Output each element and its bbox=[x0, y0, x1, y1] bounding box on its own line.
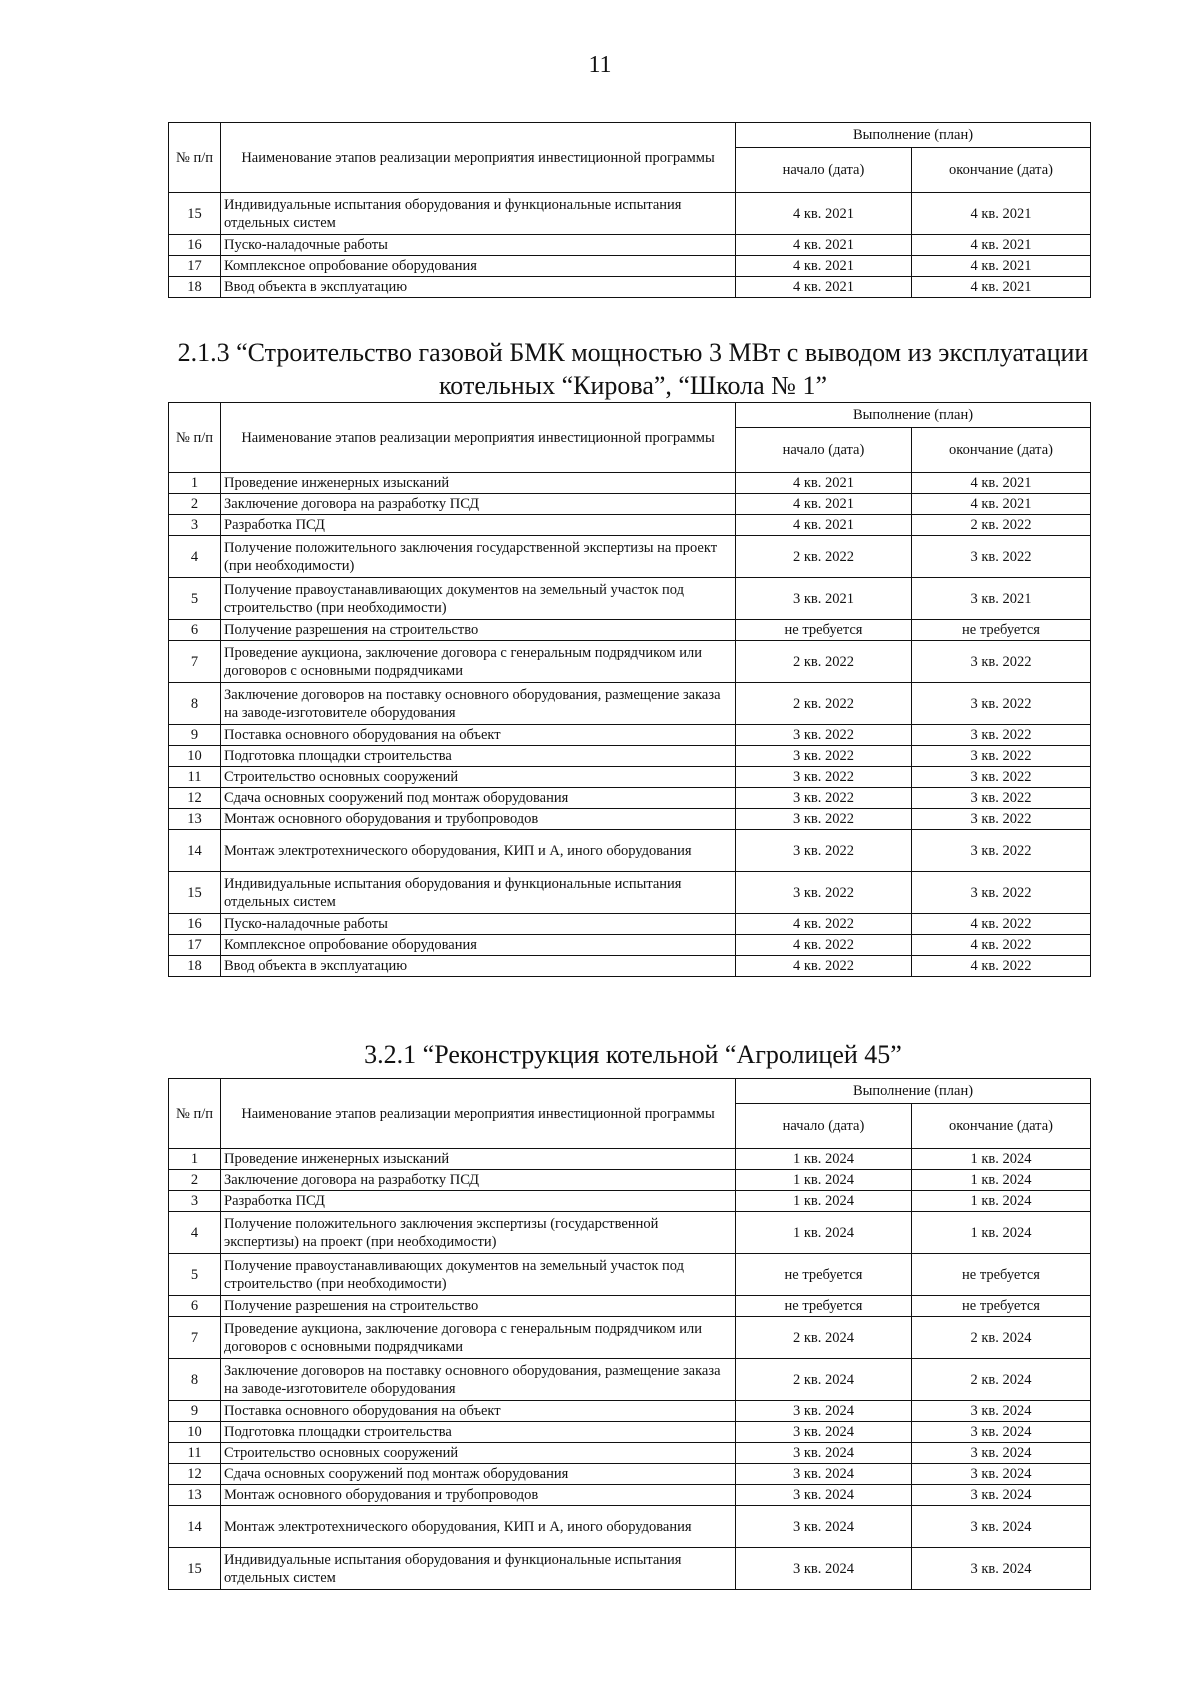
start-date: 1 кв. 2024 bbox=[736, 1170, 912, 1191]
start-date: 4 кв. 2021 bbox=[736, 235, 912, 256]
table-row bbox=[169, 1254, 1091, 1296]
end-date: 1 кв. 2024 bbox=[912, 1212, 1091, 1254]
table-row bbox=[169, 1485, 1091, 1506]
header-start-date: начало (дата) bbox=[736, 1104, 912, 1149]
header-execution-plan: Выполнение (план) bbox=[736, 403, 1091, 428]
row-number: 6 bbox=[169, 620, 221, 641]
row-number: 4 bbox=[169, 536, 221, 578]
row-number: 16 bbox=[169, 235, 221, 256]
end-date: не требуется bbox=[912, 1296, 1091, 1317]
schedule-table-continued bbox=[168, 122, 1091, 298]
row-number: 2 bbox=[169, 1170, 221, 1191]
start-date: 3 кв. 2021 bbox=[736, 578, 912, 620]
row-number: 3 bbox=[169, 515, 221, 536]
end-date: 4 кв. 2021 bbox=[912, 256, 1091, 277]
stage-name: Монтаж электротехнического оборудования, КИП и А, иного оборудования bbox=[221, 1506, 736, 1548]
start-date: 3 кв. 2022 bbox=[736, 872, 912, 914]
start-date: 1 кв. 2024 bbox=[736, 1212, 912, 1254]
stage-name: Сдача основных сооружений под монтаж оборудования bbox=[221, 788, 736, 809]
stage-name: Сдача основных сооружений под монтаж оборудования bbox=[221, 1464, 736, 1485]
header-start-date: начало (дата) bbox=[736, 148, 912, 193]
stage-name: Разработка ПСД bbox=[221, 515, 736, 536]
page-number: 11 bbox=[588, 52, 612, 78]
end-date: 4 кв. 2021 bbox=[912, 235, 1091, 256]
row-number: 2 bbox=[169, 494, 221, 515]
stage-name: Пуско-наладочные работы bbox=[221, 914, 736, 935]
start-date: 3 кв. 2022 bbox=[736, 830, 912, 872]
table-row bbox=[169, 536, 1091, 578]
stage-name: Монтаж основного оборудования и трубопроводов bbox=[221, 809, 736, 830]
end-date: 4 кв. 2021 bbox=[912, 277, 1091, 298]
row-number: 1 bbox=[169, 1149, 221, 1170]
stage-name: Проведение инженерных изысканий bbox=[221, 1149, 736, 1170]
row-number: 12 bbox=[169, 1464, 221, 1485]
start-date: 3 кв. 2024 bbox=[736, 1485, 912, 1506]
header-number: № п/п bbox=[169, 403, 221, 473]
end-date: 2 кв. 2024 bbox=[912, 1317, 1091, 1359]
row-number: 13 bbox=[169, 809, 221, 830]
start-date: 3 кв. 2024 bbox=[736, 1464, 912, 1485]
stage-name: Ввод объекта в эксплуатацию bbox=[221, 956, 736, 977]
header-stage-name: Наименование этапов реализации мероприятия инвестиционной программы bbox=[221, 1079, 736, 1149]
stage-name: Разработка ПСД bbox=[221, 1191, 736, 1212]
end-date: 4 кв. 2022 bbox=[912, 914, 1091, 935]
table-row bbox=[169, 935, 1091, 956]
table-row bbox=[169, 494, 1091, 515]
stage-name: Заключение договоров на поставку основного оборудования, размещение заказа на заводе-изготовителе оборудования bbox=[221, 683, 736, 725]
row-number: 9 bbox=[169, 1401, 221, 1422]
end-date: 3 кв. 2024 bbox=[912, 1422, 1091, 1443]
stage-name: Заключение договора на разработку ПСД bbox=[221, 1170, 736, 1191]
start-date: 3 кв. 2024 bbox=[736, 1422, 912, 1443]
start-date: 2 кв. 2022 bbox=[736, 683, 912, 725]
header-execution-plan: Выполнение (план) bbox=[736, 1079, 1091, 1104]
section-title-3-2-1: 3.2.1 “Реконструкция котельной “Агролицей 45” bbox=[364, 1040, 902, 1069]
table-row bbox=[169, 578, 1091, 620]
row-number: 14 bbox=[169, 830, 221, 872]
stage-name: Монтаж электротехнического оборудования, КИП и А, иного оборудования bbox=[221, 830, 736, 872]
end-date: 3 кв. 2022 bbox=[912, 788, 1091, 809]
end-date: не требуется bbox=[912, 1254, 1091, 1296]
schedule-table-2-1-3 bbox=[168, 402, 1091, 977]
header-end-date: окончание (дата) bbox=[912, 428, 1091, 473]
row-number: 3 bbox=[169, 1191, 221, 1212]
start-date: 2 кв. 2022 bbox=[736, 641, 912, 683]
stage-name: Получение положительного заключения экспертизы (государственной экспертизы) на проект (при необходимости) bbox=[221, 1212, 736, 1254]
row-number: 8 bbox=[169, 1359, 221, 1401]
schedule-table-3-2-1 bbox=[168, 1078, 1091, 1590]
row-number: 11 bbox=[169, 767, 221, 788]
stage-name: Получение положительного заключения государственной экспертизы на проект (при необходимости) bbox=[221, 536, 736, 578]
start-date: 3 кв. 2024 bbox=[736, 1443, 912, 1464]
table-row bbox=[169, 193, 1091, 235]
table-row bbox=[169, 1464, 1091, 1485]
start-date: 4 кв. 2021 bbox=[736, 515, 912, 536]
table-row bbox=[169, 914, 1091, 935]
header-execution-plan: Выполнение (план) bbox=[736, 123, 1091, 148]
section-title-line-1: 2.1.3 “Строительство газовой БМК мощностью 3 МВт с выводом из эксплуатации bbox=[177, 338, 1089, 367]
stage-name: Поставка основного оборудования на объект bbox=[221, 725, 736, 746]
start-date: 4 кв. 2022 bbox=[736, 914, 912, 935]
row-number: 13 bbox=[169, 1485, 221, 1506]
header-stage-name: Наименование этапов реализации мероприятия инвестиционной программы bbox=[221, 403, 736, 473]
table-row bbox=[169, 830, 1091, 872]
start-date: 3 кв. 2022 bbox=[736, 767, 912, 788]
table-row bbox=[169, 1149, 1091, 1170]
start-date: 4 кв. 2021 bbox=[736, 193, 912, 235]
end-date: 3 кв. 2024 bbox=[912, 1506, 1091, 1548]
start-date: 2 кв. 2024 bbox=[736, 1317, 912, 1359]
end-date: 3 кв. 2024 bbox=[912, 1464, 1091, 1485]
row-number: 5 bbox=[169, 1254, 221, 1296]
stage-name: Получение правоустанавливающих документов на земельный участок под строительство (при необходимости) bbox=[221, 578, 736, 620]
end-date: 3 кв. 2022 bbox=[912, 641, 1091, 683]
end-date: 3 кв. 2021 bbox=[912, 578, 1091, 620]
end-date: 3 кв. 2024 bbox=[912, 1401, 1091, 1422]
end-date: 3 кв. 2024 bbox=[912, 1485, 1091, 1506]
row-number: 7 bbox=[169, 1317, 221, 1359]
row-number: 15 bbox=[169, 193, 221, 235]
table-row bbox=[169, 473, 1091, 494]
row-number: 10 bbox=[169, 746, 221, 767]
table-row bbox=[169, 277, 1091, 298]
end-date: не требуется bbox=[912, 620, 1091, 641]
end-date: 3 кв. 2022 bbox=[912, 830, 1091, 872]
table-row bbox=[169, 1191, 1091, 1212]
section-title-line-2: котельных “Кирова”, “Школа № 1” bbox=[439, 371, 827, 400]
stage-name: Проведение аукциона, заключение договора с генеральным подрядчиком или договоров с основными подрядчиками bbox=[221, 1317, 736, 1359]
end-date: 1 кв. 2024 bbox=[912, 1191, 1091, 1212]
table-row bbox=[169, 1212, 1091, 1254]
row-number: 8 bbox=[169, 683, 221, 725]
table-row bbox=[169, 767, 1091, 788]
end-date: 4 кв. 2022 bbox=[912, 935, 1091, 956]
end-date: 4 кв. 2021 bbox=[912, 473, 1091, 494]
table-row bbox=[169, 746, 1091, 767]
row-number: 1 bbox=[169, 473, 221, 494]
stage-name: Проведение инженерных изысканий bbox=[221, 473, 736, 494]
row-number: 15 bbox=[169, 872, 221, 914]
stage-name: Поставка основного оборудования на объект bbox=[221, 1401, 736, 1422]
end-date: 4 кв. 2021 bbox=[912, 494, 1091, 515]
row-number: 11 bbox=[169, 1443, 221, 1464]
stage-name: Монтаж основного оборудования и трубопроводов bbox=[221, 1485, 736, 1506]
start-date: 4 кв. 2021 bbox=[736, 256, 912, 277]
stage-name: Проведение аукциона, заключение договора с генеральным подрядчиком или договоров с основными подрядчиками bbox=[221, 641, 736, 683]
start-date: 1 кв. 2024 bbox=[736, 1191, 912, 1212]
table-row bbox=[169, 1401, 1091, 1422]
row-number: 17 bbox=[169, 256, 221, 277]
end-date: 2 кв. 2024 bbox=[912, 1359, 1091, 1401]
row-number: 5 bbox=[169, 578, 221, 620]
end-date: 2 кв. 2022 bbox=[912, 515, 1091, 536]
table-row bbox=[169, 1422, 1091, 1443]
end-date: 4 кв. 2021 bbox=[912, 193, 1091, 235]
end-date: 3 кв. 2022 bbox=[912, 725, 1091, 746]
start-date: 4 кв. 2022 bbox=[736, 956, 912, 977]
start-date: 1 кв. 2024 bbox=[736, 1149, 912, 1170]
start-date: 3 кв. 2024 bbox=[736, 1548, 912, 1590]
stage-name: Заключение договоров на поставку основного оборудования, размещение заказа на заводе-изготовителе оборудования bbox=[221, 1359, 736, 1401]
stage-name: Индивидуальные испытания оборудования и функциональные испытания отдельных систем bbox=[221, 872, 736, 914]
stage-name: Комплексное опробование оборудования bbox=[221, 935, 736, 956]
start-date: 3 кв. 2022 bbox=[736, 725, 912, 746]
header-number: № п/п bbox=[169, 123, 221, 193]
table-row bbox=[169, 1506, 1091, 1548]
end-date: 3 кв. 2022 bbox=[912, 767, 1091, 788]
stage-name: Подготовка площадки строительства bbox=[221, 746, 736, 767]
table-row bbox=[169, 725, 1091, 746]
table-row bbox=[169, 788, 1091, 809]
end-date: 3 кв. 2024 bbox=[912, 1443, 1091, 1464]
start-date: не требуется bbox=[736, 1296, 912, 1317]
table-row bbox=[169, 515, 1091, 536]
start-date: 4 кв. 2022 bbox=[736, 935, 912, 956]
start-date: 2 кв. 2024 bbox=[736, 1359, 912, 1401]
stage-name: Строительство основных сооружений bbox=[221, 767, 736, 788]
end-date: 1 кв. 2024 bbox=[912, 1149, 1091, 1170]
stage-name: Индивидуальные испытания оборудования и функциональные испытания отдельных систем bbox=[221, 1548, 736, 1590]
table-row bbox=[169, 1170, 1091, 1191]
row-number: 18 bbox=[169, 956, 221, 977]
stage-name: Получение правоустанавливающих документов на земельный участок под строительство (при необходимости) bbox=[221, 1254, 736, 1296]
row-number: 12 bbox=[169, 788, 221, 809]
table-row bbox=[169, 256, 1091, 277]
end-date: 1 кв. 2024 bbox=[912, 1170, 1091, 1191]
stage-name: Комплексное опробование оборудования bbox=[221, 256, 736, 277]
start-date: 4 кв. 2021 bbox=[736, 277, 912, 298]
header-start-date: начало (дата) bbox=[736, 428, 912, 473]
row-number: 9 bbox=[169, 725, 221, 746]
start-date: не требуется bbox=[736, 620, 912, 641]
table-row bbox=[169, 641, 1091, 683]
header-stage-name: Наименование этапов реализации мероприятия инвестиционной программы bbox=[221, 123, 736, 193]
start-date: 4 кв. 2021 bbox=[736, 473, 912, 494]
stage-name: Ввод объекта в эксплуатацию bbox=[221, 277, 736, 298]
end-date: 3 кв. 2022 bbox=[912, 683, 1091, 725]
start-date: 3 кв. 2024 bbox=[736, 1401, 912, 1422]
end-date: 4 кв. 2022 bbox=[912, 956, 1091, 977]
row-number: 15 bbox=[169, 1548, 221, 1590]
section-title-2-1-3 bbox=[168, 336, 1098, 402]
stage-name: Индивидуальные испытания оборудования и функциональные испытания отдельных систем bbox=[221, 193, 736, 235]
table-row bbox=[169, 1548, 1091, 1590]
table-row bbox=[169, 1317, 1091, 1359]
start-date: 3 кв. 2022 bbox=[736, 746, 912, 767]
row-number: 14 bbox=[169, 1506, 221, 1548]
end-date: 3 кв. 2022 bbox=[912, 536, 1091, 578]
table-row bbox=[169, 956, 1091, 977]
table-row bbox=[169, 872, 1091, 914]
table-row bbox=[169, 1359, 1091, 1401]
stage-name: Получение разрешения на строительство bbox=[221, 620, 736, 641]
stage-name: Строительство основных сооружений bbox=[221, 1443, 736, 1464]
stage-name: Получение разрешения на строительство bbox=[221, 1296, 736, 1317]
stage-name: Заключение договора на разработку ПСД bbox=[221, 494, 736, 515]
end-date: 3 кв. 2022 bbox=[912, 809, 1091, 830]
start-date: 3 кв. 2024 bbox=[736, 1506, 912, 1548]
row-number: 4 bbox=[169, 1212, 221, 1254]
end-date: 3 кв. 2024 bbox=[912, 1548, 1091, 1590]
table-row bbox=[169, 683, 1091, 725]
start-date: 4 кв. 2021 bbox=[736, 494, 912, 515]
start-date: 3 кв. 2022 bbox=[736, 788, 912, 809]
stage-name: Пуско-наладочные работы bbox=[221, 235, 736, 256]
header-end-date: окончание (дата) bbox=[912, 1104, 1091, 1149]
stage-name: Подготовка площадки строительства bbox=[221, 1422, 736, 1443]
table-row bbox=[169, 235, 1091, 256]
start-date: 3 кв. 2022 bbox=[736, 809, 912, 830]
row-number: 7 bbox=[169, 641, 221, 683]
table-row bbox=[169, 1443, 1091, 1464]
row-number: 17 bbox=[169, 935, 221, 956]
row-number: 16 bbox=[169, 914, 221, 935]
end-date: 3 кв. 2022 bbox=[912, 746, 1091, 767]
table-row bbox=[169, 620, 1091, 641]
header-end-date: окончание (дата) bbox=[912, 148, 1091, 193]
start-date: 2 кв. 2022 bbox=[736, 536, 912, 578]
table-row bbox=[169, 1296, 1091, 1317]
table-row bbox=[169, 809, 1091, 830]
row-number: 18 bbox=[169, 277, 221, 298]
row-number: 10 bbox=[169, 1422, 221, 1443]
start-date: не требуется bbox=[736, 1254, 912, 1296]
header-number: № п/п bbox=[169, 1079, 221, 1149]
row-number: 6 bbox=[169, 1296, 221, 1317]
end-date: 3 кв. 2022 bbox=[912, 872, 1091, 914]
